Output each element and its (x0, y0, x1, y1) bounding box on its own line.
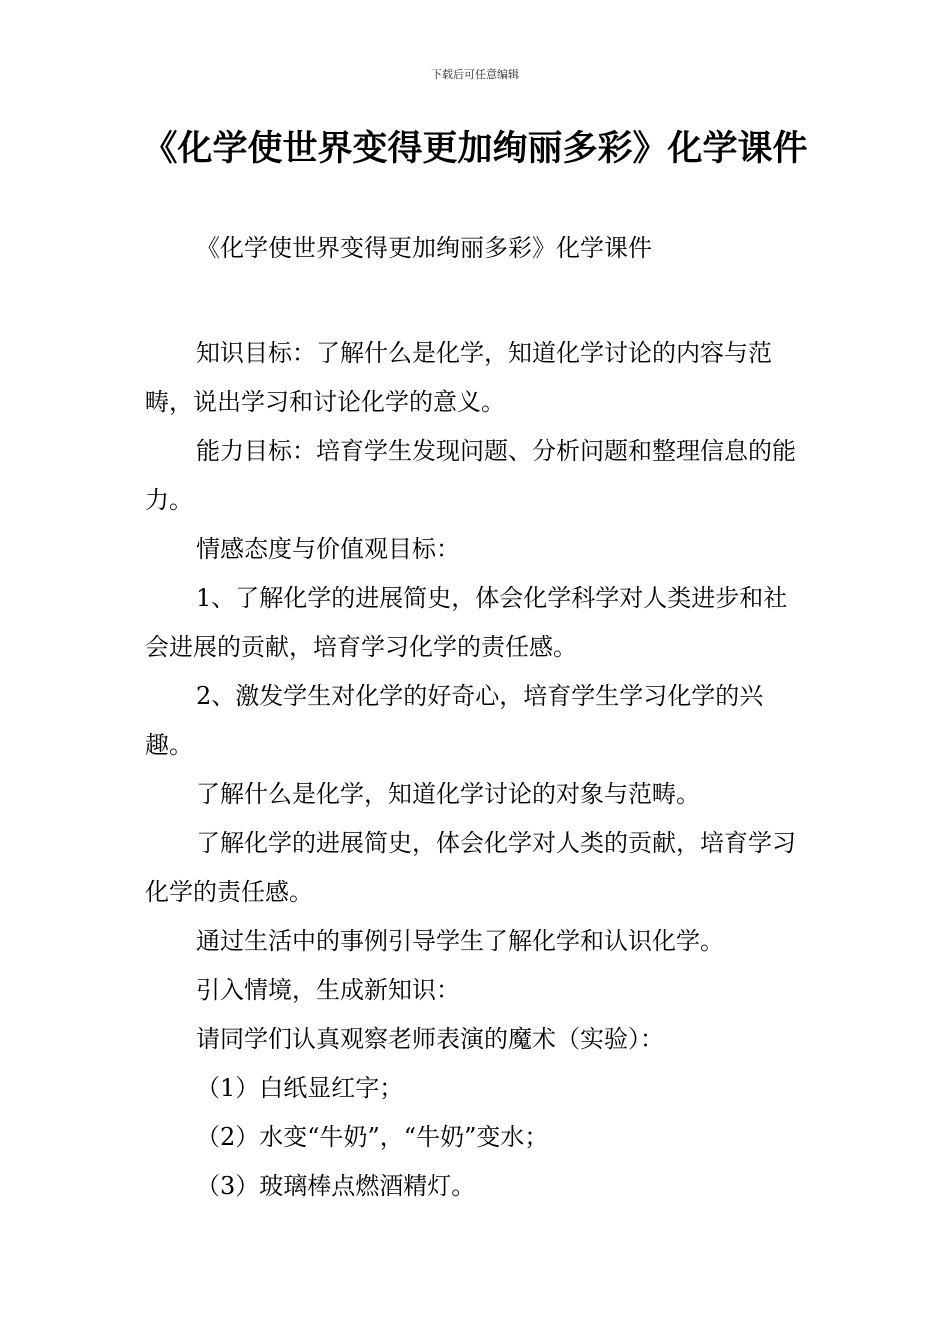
document-title: 《化学使世界变得更加绚丽多彩》化学课件 (142, 129, 808, 169)
paragraph-goal-item-2: 2、激发学生对化学的好奇心，培育学生学习化学的兴趣。 (145, 682, 764, 759)
paragraph-ability-goal: 能力目标：培育学生发现问题、分析问题和整理信息的能力。 (145, 437, 796, 514)
paragraph-goal-item-1: 1、了解化学的进展简史，体会化学科学对人类进步和社会进展的贡献，培育学习化学的责任感。 (145, 584, 788, 661)
list-item-experiment-3: （3）玻璃棒点燃酒精灯。 (196, 1172, 476, 1200)
document-body (145, 329, 809, 1211)
paragraph-knowledge-goal: 知识目标：了解什么是化学，知道化学讨论的内容与范畴，说出学习和讨论化学的意义。 (145, 339, 772, 416)
document-subtitle: 《化学使世界变得更加绚丽多彩》化学课件 (196, 234, 652, 262)
paragraph-key-point-1: 了解什么是化学，知道化学讨论的对象与范畴。 (196, 780, 700, 808)
paragraph-attitude-goal-heading: 情感态度与价值观目标： (196, 535, 460, 563)
paragraph-method: 通过生活中的事例引导学生了解化学和认识化学。 (196, 927, 724, 955)
paragraph-key-point-2: 了解化学的进展简史，体会化学对人类的贡献，培育学习化学的责任感。 (145, 829, 796, 906)
list-item-experiment-2: （2）水变“牛奶”，“牛奶”变水； (196, 1123, 549, 1151)
header-note: 下载后可任意编辑 (431, 68, 519, 81)
paragraph-intro-heading: 引入情境，生成新知识： (196, 976, 460, 1004)
paragraph-magic-prompt: 请同学们认真观察老师表演的魔术（实验）： (196, 1025, 664, 1053)
list-item-experiment-1: （1）白纸显红字； (196, 1074, 404, 1102)
